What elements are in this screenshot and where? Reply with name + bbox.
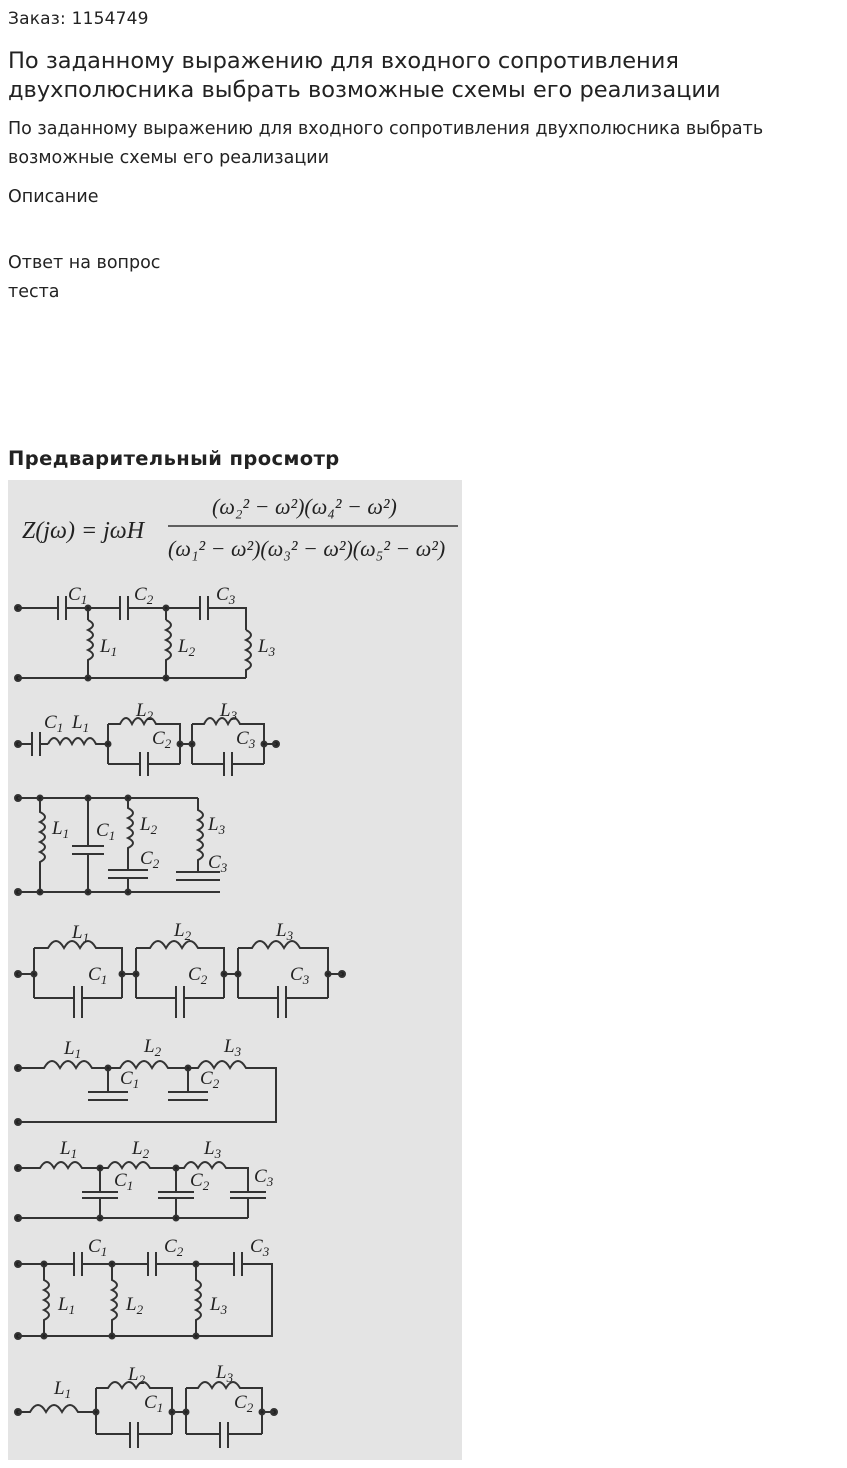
svg-text:C1: $C_1$: [96, 820, 116, 843]
svg-text:C2: $C_2$: [200, 1068, 220, 1091]
svg-text:C3: $C_3$: [208, 852, 228, 875]
svg-text:L2: $L_2$: [174, 920, 192, 943]
svg-text:C1: $C_1$: [88, 964, 108, 987]
svg-text:L3: $L_3$: [220, 700, 238, 723]
svg-text:L1: $L_1$: [64, 1038, 82, 1061]
svg-text:L3: $L_3$: [210, 1294, 228, 1317]
svg-text:L3: $L_3$: [208, 814, 226, 837]
svg-text:L1: $L_1$: [54, 1378, 72, 1401]
circuit-7-diagram: [15, 1236, 272, 1339]
svg-text:L3: $L_3$: [258, 636, 276, 659]
svg-text:L1: $L_1$: [72, 712, 90, 735]
circuit-2-diagram: [15, 700, 279, 776]
circuit-4-diagram: [15, 920, 345, 1018]
svg-text:C2: $C_2$: [234, 1392, 254, 1415]
svg-text:L2: $L_2$: [128, 1364, 146, 1387]
svg-text:C2: $C_2$: [152, 728, 172, 751]
svg-text:L2: $L_2$: [178, 636, 196, 659]
svg-text:C1: $C_1$: [44, 712, 64, 735]
svg-text:C1: $C_1$: [120, 1068, 140, 1091]
circuit-8-diagram: [15, 1362, 277, 1448]
svg-text:C1: $C_1$: [68, 584, 88, 607]
svg-text:C3: $C_3$: [254, 1166, 274, 1189]
svg-text:C3: $C_3$: [250, 1236, 270, 1259]
svg-text:L2: $L_2$: [132, 1138, 150, 1161]
svg-text:L1: $L_1$: [60, 1138, 78, 1161]
circuit-5-diagram: [15, 1036, 276, 1125]
svg-text:C2: $C_2$: [188, 964, 208, 987]
svg-text:L3: $L_3$: [224, 1036, 242, 1059]
svg-text:(ω₁² − ω²)(ω₃² − ω²)(ω₅² − ω²): (ω₁² − ω²)(ω₃² − ω²)(ω₅² − ω²): [168, 536, 446, 561]
svg-text:(ω₂² − ω²)(ω₄² − ω²): (ω₂² − ω²)(ω₄² − ω²): [212, 494, 397, 519]
svg-text:C1: $C_1$: [144, 1392, 164, 1415]
svg-text:L1: $L_1$: [52, 818, 70, 841]
svg-text:L3: $L_3$: [204, 1138, 222, 1161]
svg-text:L3: $L_3$: [276, 920, 294, 943]
circuit-1-diagram: [15, 584, 276, 681]
svg-text:C1: $C_1$: [114, 1170, 134, 1193]
answer-text: Ответ на вопрос теста: [8, 253, 161, 302]
circuit-diagrams-image: [8, 480, 462, 1460]
svg-text:Z(jω) = jωH: Z(jω) = jωH: [22, 518, 145, 544]
svg-text:C2: $C_2$: [140, 848, 160, 871]
svg-text:L1: $L_1$: [100, 636, 118, 659]
preview-image: [8, 480, 462, 1460]
svg-text:L1: $L_1$: [58, 1294, 76, 1317]
circuit-6-diagram: [15, 1138, 274, 1221]
task-lead-text: По заданному выражению для входного сопротивления двухполюсника выбрать возможные схемы его реализации: [8, 119, 764, 168]
svg-text:L2: $L_2$: [126, 1294, 144, 1317]
svg-text:L3: $L_3$: [216, 1362, 234, 1385]
svg-text:C3: $C_3$: [290, 964, 310, 987]
svg-text:L1: $L_1$: [72, 922, 90, 945]
order-number: Заказ: 1154749: [8, 9, 149, 29]
svg-text:C1: $C_1$: [88, 1236, 108, 1259]
circuit-3-diagram: [15, 795, 228, 895]
svg-text:L2: $L_2$: [144, 1036, 162, 1059]
svg-text:L2: $L_2$: [140, 814, 158, 837]
svg-text:C2: $C_2$: [134, 584, 154, 607]
page-title: По заданному выражению для входного сопротивления двухполюсника выбрать возможные схемы его реализации: [8, 48, 721, 103]
svg-text:C2: $C_2$: [164, 1236, 184, 1259]
svg-text:L2: $L_2$: [136, 700, 154, 723]
svg-text:C2: $C_2$: [190, 1170, 210, 1193]
preview-heading: Предварительный просмотр: [8, 447, 340, 470]
svg-text:C3: $C_3$: [216, 584, 236, 607]
description-label: Описание: [8, 187, 99, 207]
svg-text:C3: $C_3$: [236, 728, 256, 751]
impedance-formula: [22, 494, 458, 561]
